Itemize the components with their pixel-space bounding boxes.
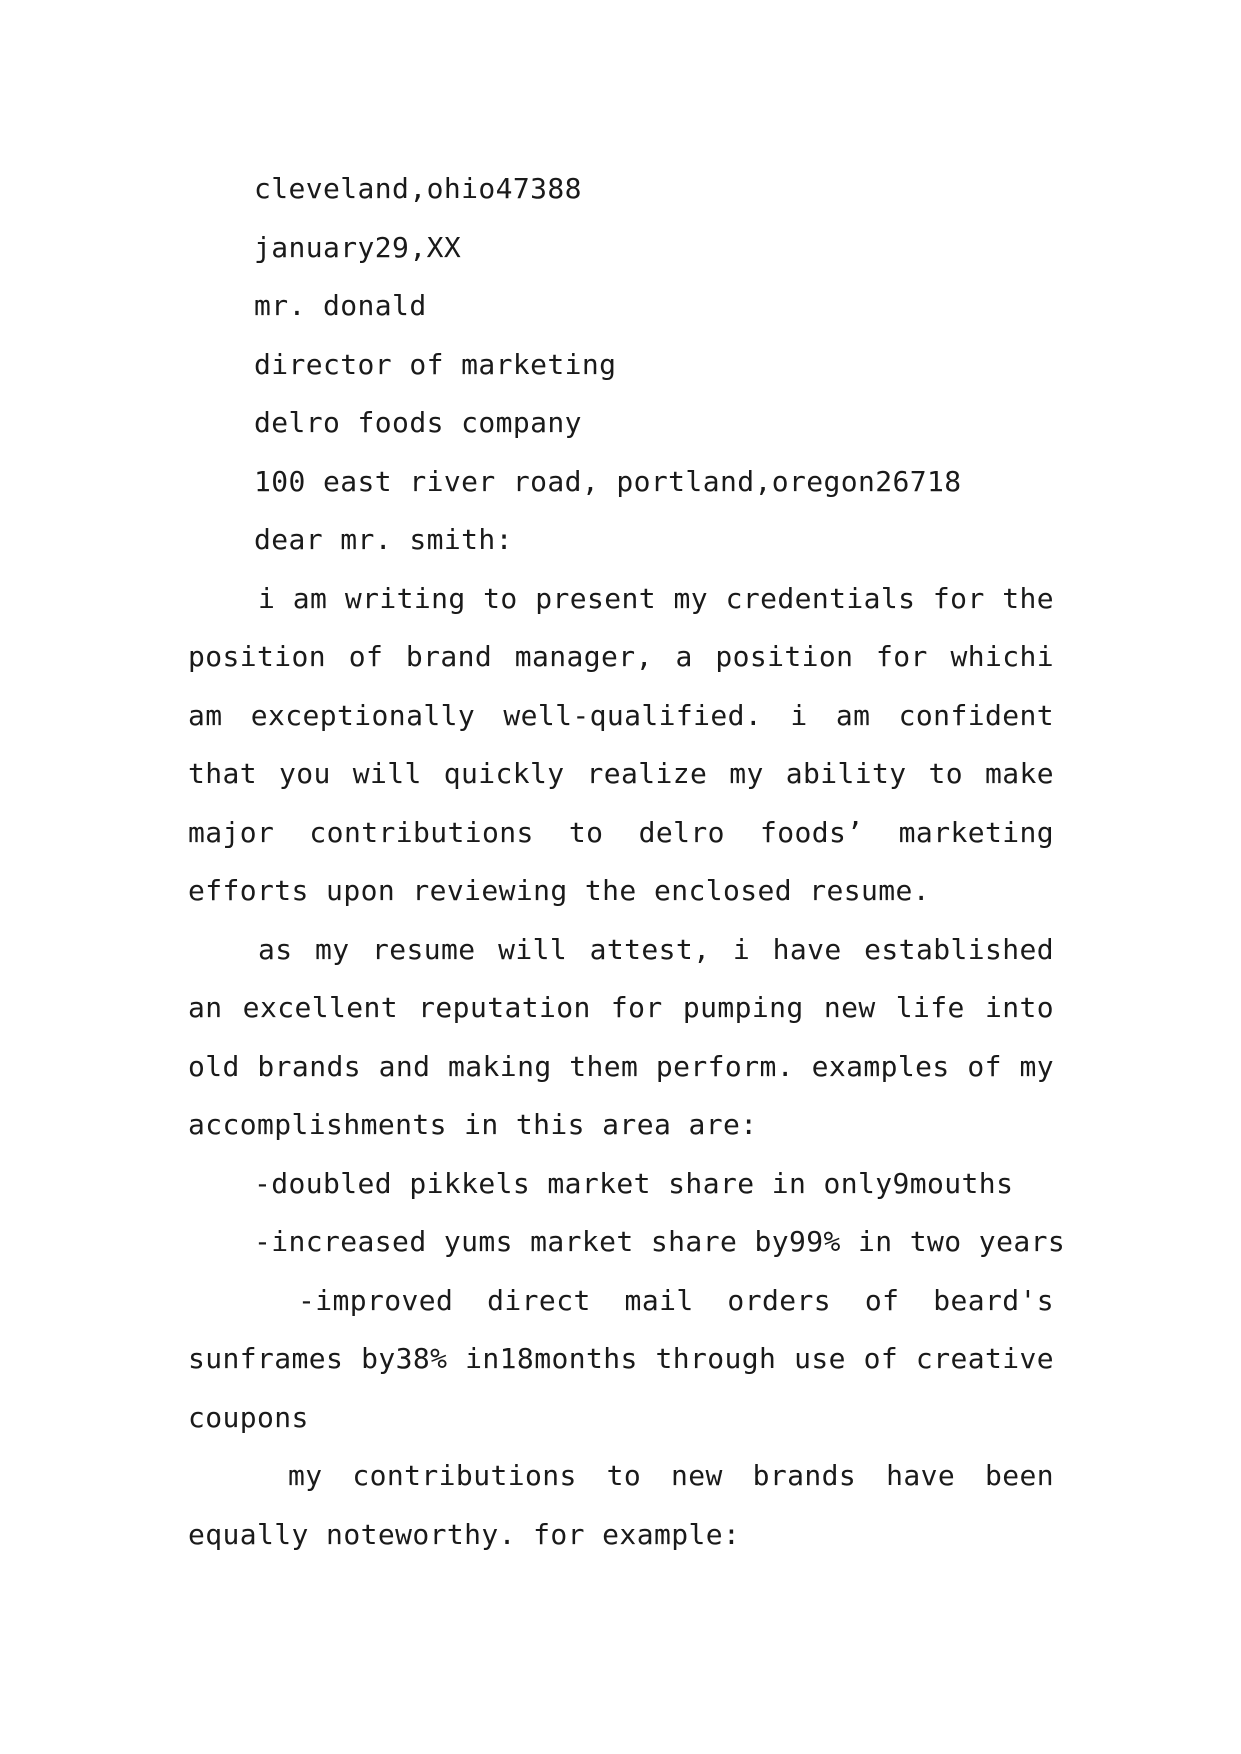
accomplishment-item-1: -doubled pikkels market share in only9mouths	[254, 1166, 1014, 1200]
accomplishment-item-2: -increased yums market share by99% in two years	[254, 1225, 1066, 1258]
letter-body	[188, 160, 1066, 1564]
recipient-address: 100 east river road, portland,oregon26718	[254, 464, 962, 498]
salutation: dear mr. smith:	[254, 523, 513, 556]
recipient-title: director of marketing	[254, 347, 617, 381]
paragraph-reputation: as my resume will attest, i have established an excellent reputation for pumping new life into old brands and making them perform. examples of my accomplishments in this area are:	[188, 932, 1054, 1141]
date-line: january29,XX	[254, 230, 462, 264]
paragraph-new-brands: my contributions to new brands have been equally noteworthy. for example:	[188, 1459, 1054, 1551]
recipient-company: delro foods company	[254, 406, 582, 439]
sender-city-line: cleveland,ohio47388	[254, 172, 582, 205]
paragraph-intro: i am writing to present my credentials for the position of brand manager, a position for whichi am exceptionally well-qualified. i am confident that you will quickly realize my ability to make major contributions to delro foods’ marketing efforts upon reviewing the enclosed resume.	[188, 581, 1054, 907]
accomplishment-item-3: -improved direct mail orders of beard's sunframes by38% in18months through use of creative coupons	[188, 1283, 1054, 1434]
recipient-name: mr. donald	[254, 289, 427, 322]
